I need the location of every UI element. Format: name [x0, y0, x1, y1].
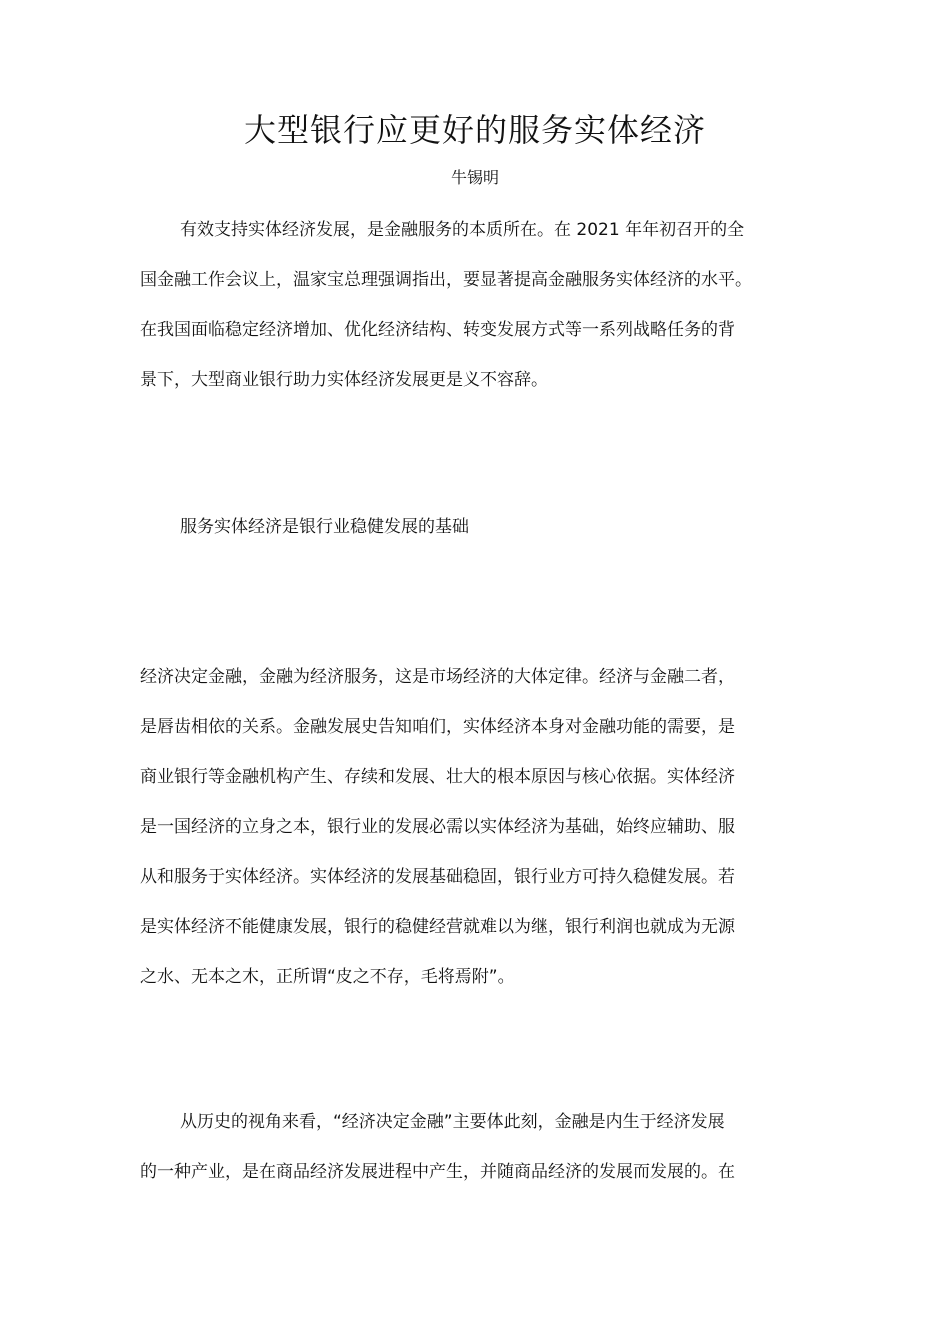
paragraph-line: 有效支持实体经济发展，是金融服务的本质所在。在 2021 年年初召开的全	[180, 220, 745, 240]
paragraph-line: 在我国面临稳定经济增加、优化经济结构、转变发展方式等一系列战略任务的背	[140, 320, 735, 340]
paragraph-line: 是实体经济不能健康发展，银行的稳健经营就难以为继，银行利润也就成为无源	[140, 917, 735, 937]
paragraph-line: 之水、无本之木，正所谓“皮之不存，毛将焉附”。	[140, 967, 515, 987]
paragraph-line: 从和服务于实体经济。实体经济的发展基础稳固，银行业方可持久稳健发展。若	[140, 867, 735, 887]
paragraph-line: 景下，大型商业银行助力实体经济发展更是义不容辞。	[140, 370, 548, 390]
paragraph-line: 是唇齿相依的关系。金融发展史告知咱们，实体经济本身对金融功能的需要，是	[140, 717, 735, 737]
section-heading: 服务实体经济是银行业稳健发展的基础	[180, 517, 469, 537]
paragraph-intro	[140, 205, 820, 405]
paragraph-line: 从历史的视角来看，“经济决定金融”主要体此刻，金融是内生于经济发展	[180, 1112, 725, 1132]
paragraph-history	[140, 1097, 820, 1197]
paragraph-line: 国金融工作会议上，温家宝总理强调指出，要显著提高金融服务实体经济的水平。	[140, 270, 752, 290]
paragraph-line: 商业银行等金融机构产生、存续和发展、壮大的根本原因与核心依据。实体经济	[140, 767, 735, 787]
document-title: 大型银行应更好的服务实体经济	[243, 111, 706, 149]
paragraph-line: 是一国经济的立身之本，银行业的发展必需以实体经济为基础，始终应辅助、服	[140, 817, 735, 837]
document-author: 牛锡明	[450, 168, 499, 187]
paragraph-line: 的一种产业，是在商品经济发展进程中产生，并随商品经济的发展而发展的。在	[140, 1162, 735, 1182]
paragraph-economy	[140, 652, 820, 1002]
paragraph-line: 经济决定金融，金融为经济服务，这是市场经济的大体定律。经济与金融二者，	[140, 667, 735, 687]
